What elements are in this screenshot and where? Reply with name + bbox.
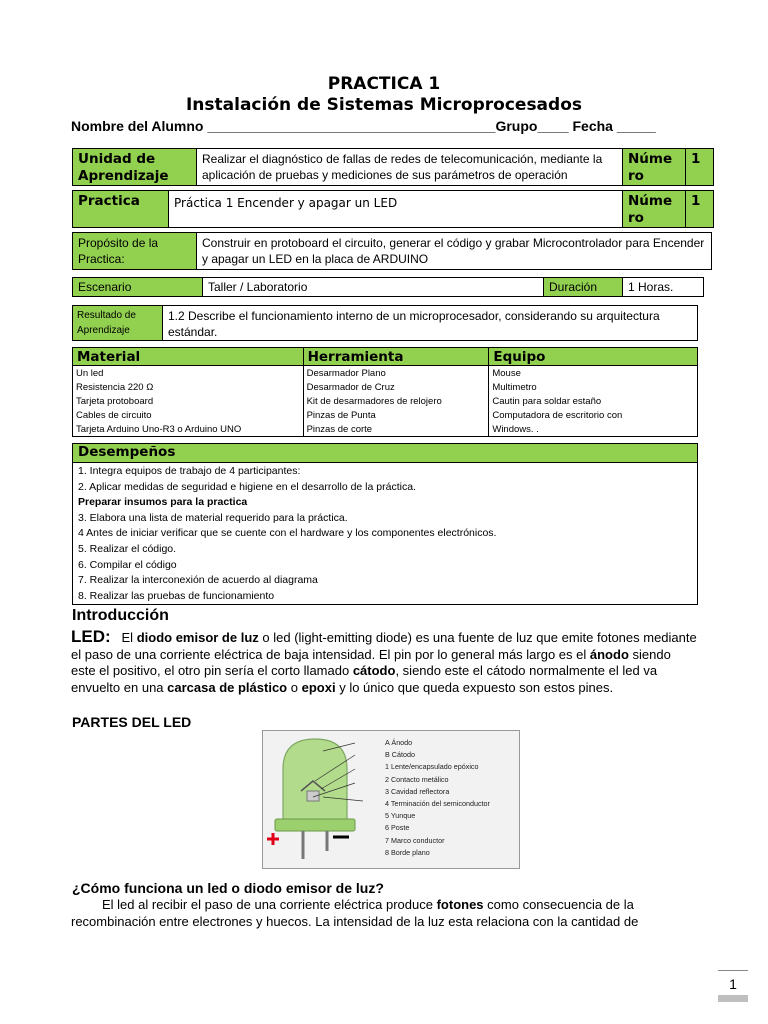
como-text: El led al recibir el paso de una corriente eléctrica produce xyxy=(102,897,433,912)
practica-text: Práctica 1 Encender y apagar un LED xyxy=(168,190,623,228)
table-row xyxy=(73,380,698,394)
page-number: 1 xyxy=(729,976,737,992)
unidad-num-label: Núme ro xyxy=(622,148,686,186)
list-item: 5. Realizar el código. xyxy=(78,542,177,555)
unidad-num-value: 1 xyxy=(685,148,714,186)
intro-text: , siendo este el cátodo normalmente el led va envuelto en una xyxy=(71,663,658,695)
equipo-cell: Windows. . xyxy=(489,422,698,437)
legend-item: 4 Terminación del semiconductor xyxy=(385,799,490,809)
practica-label: Practica xyxy=(72,190,169,228)
legend-item: 8 Borde plano xyxy=(385,847,430,857)
herramienta-header: Herramienta xyxy=(303,348,489,366)
desempenos-list xyxy=(73,463,697,605)
unidad-label: Unidad de Aprendizaje xyxy=(72,148,197,186)
list-item: 4 Antes de iniciar verificar que se cuente con el hardware y los componentes electrónicos. xyxy=(78,527,497,540)
materials-header-row xyxy=(73,348,698,366)
intro-bold: cátodo xyxy=(352,663,396,678)
page-subtitle: Instalación de Sistemas Microprocesados xyxy=(185,95,582,115)
led-legend xyxy=(385,737,490,859)
legend-item: B Cátodo xyxy=(385,750,415,760)
list-item: 8. Realizar las pruebas de funcionamiento xyxy=(78,589,275,602)
herramienta-cell: Pinzas de corte xyxy=(303,422,489,437)
legend-item: 5 Yunque xyxy=(385,811,416,821)
resultado-label: Resultado de Aprendizaje xyxy=(72,305,163,341)
materials-table xyxy=(72,347,698,437)
proposito-label: Propósito de la Practica: xyxy=(72,232,197,270)
list-item: 6. Compilar el código xyxy=(78,558,177,571)
intro-bold: carcasa de plástico xyxy=(167,679,288,695)
herramienta-cell: Desarmador de Cruz xyxy=(303,380,489,394)
equipo-cell: Computadora de escritorio con xyxy=(489,408,698,422)
equipo-cell: Multimetro xyxy=(489,380,698,394)
intro-text: siendo este el positivo, el otro pin sería el corto llamado xyxy=(71,646,671,678)
intro-heading: Introducción xyxy=(72,607,169,624)
student-line: Nombre del Alumno _____________________________________Grupo____ Fecha _____ xyxy=(71,118,656,134)
desempenos-box xyxy=(72,443,698,605)
duracion-label: Duración xyxy=(543,277,623,297)
table-row xyxy=(73,394,698,408)
resultado-text: 1.2 Describe el funcionamiento interno de un microprocesador, considerando su arquitectura estándar. xyxy=(162,305,698,341)
como-heading: ¿Cómo funciona un led o diodo emisor de luz? xyxy=(72,880,384,896)
practica-num-label: Núme ro xyxy=(622,190,686,228)
intro-text: o led (light-emitting diode) es una fuente de luz que emite fotones mediante el paso de una corriente eléctrica de baja intensidad. El pin por lo general más largo es el xyxy=(71,630,697,662)
intro-bold: diodo emisor de luz xyxy=(136,630,259,645)
legend-item: 3 Cavidad reflectora xyxy=(385,786,450,796)
como-text: como consecuencia de la recombinación entre electrones y huecos. La intensidad de la luz esta relaciona con la cantidad de xyxy=(71,897,639,929)
table-row xyxy=(73,366,698,381)
led-diagram xyxy=(262,730,520,869)
practica-num-value: 1 xyxy=(685,190,714,228)
escenario-label: Escenario xyxy=(72,277,203,297)
como-bold: fotones xyxy=(436,897,484,912)
list-item: 3. Elabora una lista de material requerido para la práctica. xyxy=(78,511,348,524)
list-item: Preparar insumos para la practica xyxy=(78,496,248,509)
duracion-value: 1 Horas. xyxy=(622,277,704,297)
intro-text: o xyxy=(290,679,298,695)
herramienta-cell: Pinzas de Punta xyxy=(303,408,489,422)
footer-rule xyxy=(718,970,748,971)
herramienta-cell: Kit de desarmadores de relojero xyxy=(303,394,489,408)
legend-item: 1 Lente/encapsulado epóxico xyxy=(385,762,479,772)
footer-bar xyxy=(718,995,748,1002)
como-paragraph xyxy=(71,897,697,930)
intro-text: y lo único que queda expuesto son estos pines. xyxy=(339,679,614,695)
material-cell: Un led xyxy=(73,366,304,381)
list-item: 7. Realizar la interconexión de acuerdo al diagrama xyxy=(78,574,318,587)
legend-item: 7 Marco conductor xyxy=(385,835,445,845)
legend-item: 2 Contacto metálico xyxy=(385,774,449,784)
equipo-cell: Cautin para soldar estaño xyxy=(489,394,698,408)
page-title: PRACTICA 1 xyxy=(327,74,441,94)
list-item: 1. Integra equipos de trabajo de 4 participantes: xyxy=(78,465,301,477)
led-label: LED: xyxy=(71,627,111,646)
intro-bold: ánodo xyxy=(589,646,629,662)
escenario-value: Taller / Laboratorio xyxy=(202,277,544,297)
legend-item: A Ánodo xyxy=(385,738,413,747)
unidad-text: Realizar el diagnóstico de fallas de redes de telecomunicación, mediante la aplicación de pruebas y mediciones de sus parámetros de operación xyxy=(196,148,623,186)
equipo-cell: Mouse xyxy=(489,366,698,381)
intro-text: El xyxy=(121,630,134,645)
material-cell: Resistencia 220 Ω xyxy=(73,380,304,394)
herramienta-cell: Desarmador Plano xyxy=(303,366,489,381)
material-cell: Tarjeta protoboard xyxy=(73,394,304,408)
material-cell: Tarjeta Arduino Uno-R3 o Arduino UNO xyxy=(73,422,304,437)
intro-bold: epoxi xyxy=(301,679,336,695)
intro-paragraph xyxy=(71,629,697,696)
partes-heading: PARTES DEL LED xyxy=(72,714,192,730)
list-item: 2. Aplicar medidas de seguridad e higiene en el desarrollo de la práctica. xyxy=(78,480,416,493)
desempenos-title: Desempeños xyxy=(73,444,697,463)
material-cell: Cables de circuito xyxy=(73,408,304,422)
equipo-header: Equipo xyxy=(489,348,698,366)
proposito-text: Construir en protoboard el circuito, generar el código y grabar Microcontrolador para Encender y apagar un LED en la placa de ARDUINO xyxy=(196,232,712,270)
legend-item: 6 Poste xyxy=(385,823,410,833)
table-row xyxy=(73,408,698,422)
material-header: Material xyxy=(73,348,304,366)
table-row xyxy=(73,422,698,437)
